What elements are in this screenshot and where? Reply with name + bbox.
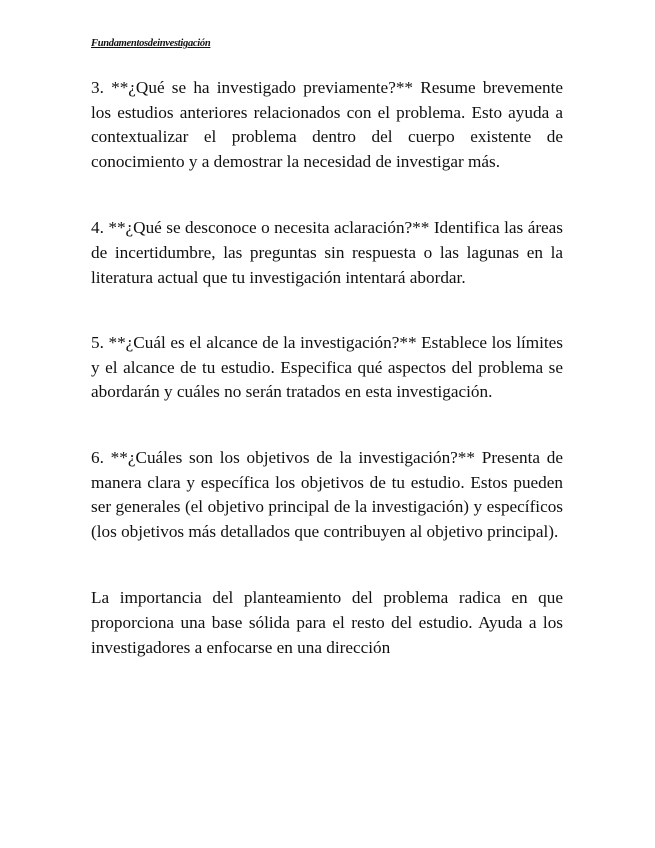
paragraph-unknowns: 4. **¿Qué se desconoce o necesita aclaración?** Identifica las áreas de incertidumbre, las preguntas sin respuesta o las lagunas en la literatura actual que tu investigación intentará abordar. bbox=[91, 218, 563, 287]
paragraph-scope: 5. **¿Cuál es el alcance de la investigación?** Establece los límites y el alcance de tu estudio. Especifica qué aspectos del problema se abordarán y cuáles no serán tratados en esta investigación. bbox=[91, 333, 563, 402]
paragraph-objectives: 6. **¿Cuáles son los objetivos de la investigación?** Presenta de manera clara y específica los objetivos de tu estudio. Estos pueden ser generales (el objetivo principal de la investigación) y específicos (los objetivos más detallados que contribuyen al objetivo principal). bbox=[91, 447, 563, 541]
running-header: Fundamentosdeinvestigación bbox=[91, 38, 211, 49]
paragraph-importance: La importancia del planteamiento del problema radica en que proporciona una base sólida para el resto del estudio. Ayuda a los investigadores a enfocarse en una dirección bbox=[91, 588, 563, 657]
document-body bbox=[91, 76, 563, 660]
paragraph-previous-research: 3. **¿Qué se ha investigado previamente?** Resume brevemente los estudios anteriores relacionados con el problema. Esto ayuda a contextualizar el problema dentro del cuerpo existente de conocimiento y a demostrar la necesidad de investigar más. bbox=[91, 78, 563, 171]
